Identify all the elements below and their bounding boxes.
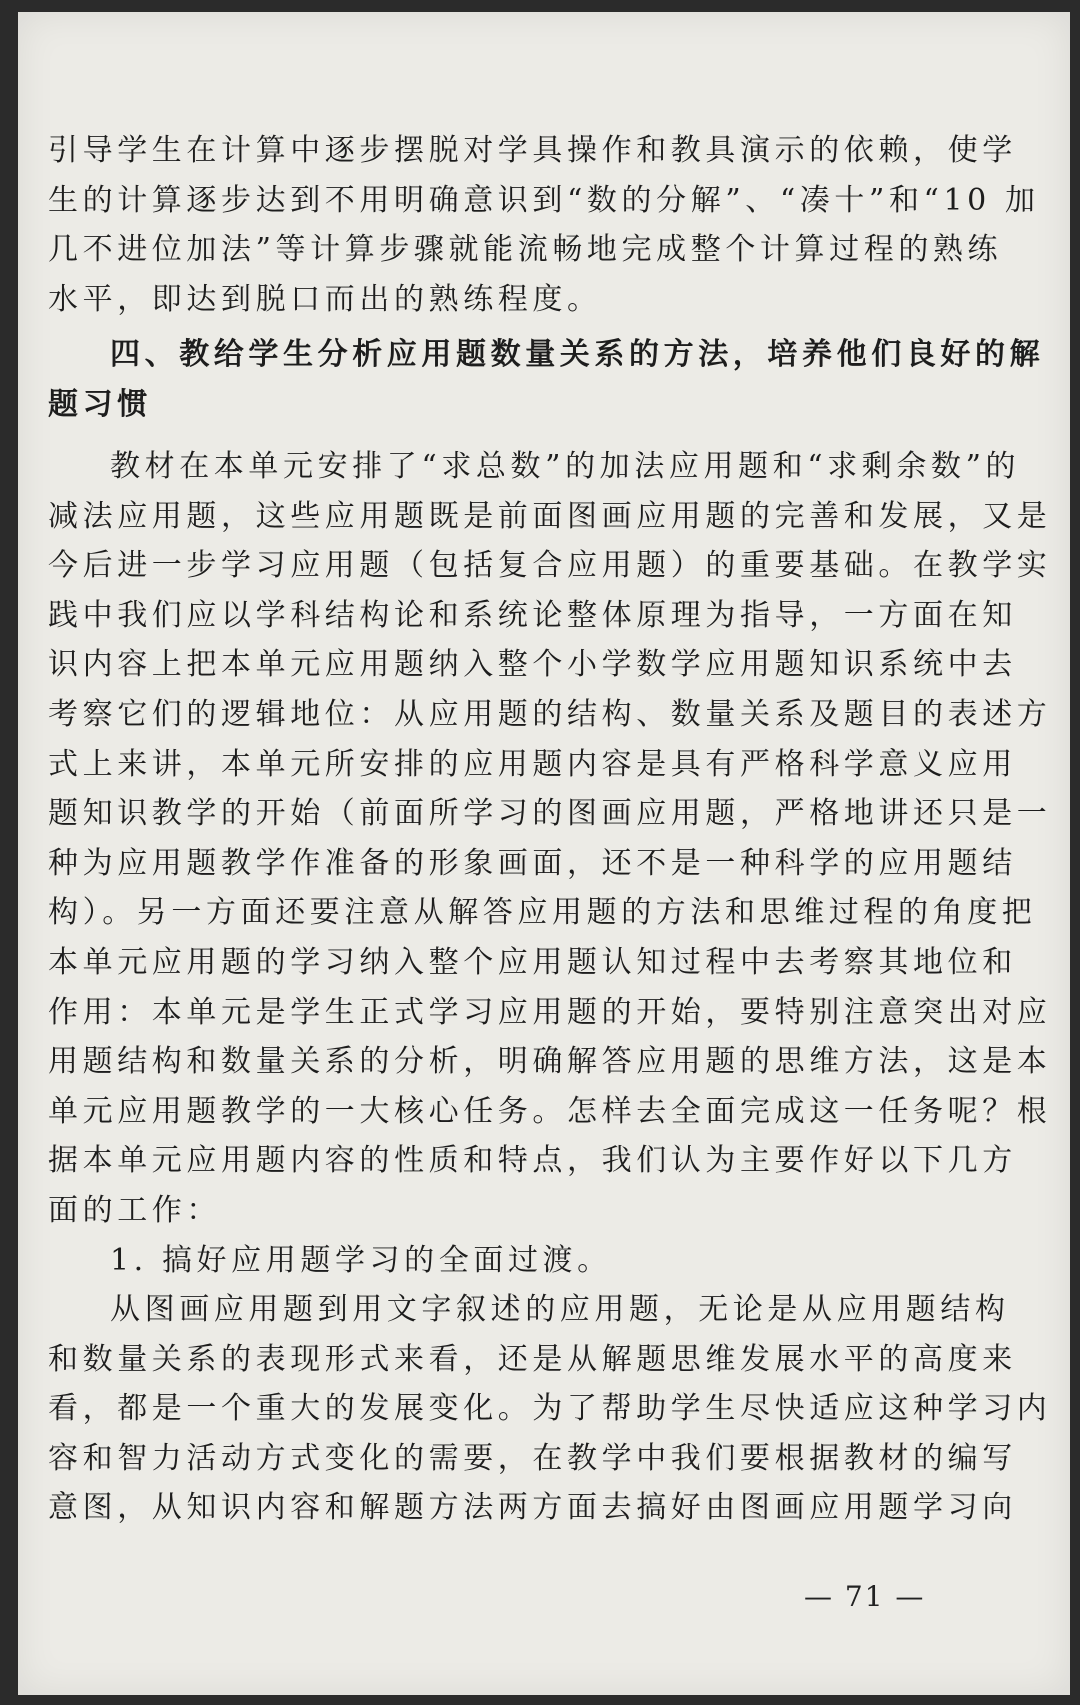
text-line: 教材在本单元安排了“求总数”的加法应用题和“求剩余数”的	[110, 449, 1021, 484]
heading-line: 题习惯	[48, 386, 152, 422]
text-line: 践中我们应以学科结构论和系统论整体原理为指导，一方面在知	[48, 597, 1017, 633]
paragraph-continued	[48, 126, 1040, 324]
text-line: 题知识教学的开始（前面所学习的图画应用题，严格地讲还只是一	[48, 796, 1052, 832]
text-line: 种为应用题教学作准备的形象画面，还不是一种科学的应用题结	[48, 845, 1017, 881]
text-line: 单元应用题教学的一大核心任务。怎样去全面完成这一任务呢？根	[48, 1093, 1052, 1129]
text-line: 水平，即达到脱口而出的熟练程度。	[48, 281, 602, 317]
text-line: 式上来讲，本单元所安排的应用题内容是具有严格科学意义应用	[48, 746, 1017, 782]
text-line: 引导学生在计算中逐步摆脱对学具操作和教具演示的依赖，使学	[48, 133, 1017, 168]
text-line: 作用：本单元是学生正式学习应用题的开始，要特别注意突出对应	[48, 994, 1052, 1030]
text-line: 据本单元应用题内容的性质和特点，我们认为主要作好以下几方	[48, 1143, 1017, 1179]
text-line: 生的计算逐步达到不用明确意识到“数的分解”、“凑十”和“10 加	[48, 182, 1040, 218]
text-line: 意图，从知识内容和解题方法两方面去搞好由图画应用题学习向	[48, 1490, 1017, 1526]
text-line: 识内容上把本单元应用题纳入整个小学数学应用题知识系统中去	[48, 647, 1017, 683]
text-line: 和数量关系的表现形式来看，还是从解题思维发展水平的高度来	[48, 1341, 1017, 1377]
text-line: 用题结构和数量关系的分析，明确解答应用题的思维方法，这是本	[48, 1044, 1052, 1080]
text-line: 面的工作：	[48, 1192, 221, 1228]
text-line: 容和智力活动方式变化的需要，在教学中我们要根据教材的编写	[48, 1440, 1017, 1476]
text-line: 构）。另一方面还要注意从解答应用题的方法和思维过程的角度把	[48, 895, 1037, 931]
section-heading	[48, 330, 1045, 429]
text-line: 今后进一步学习应用题（包括复合应用题）的重要基础。在教学实	[48, 548, 1052, 584]
text-line: 减法应用题，这些应用题既是前面图画应用题的完善和发展，又是	[48, 498, 1052, 534]
text-line: 从图画应用题到用文字叙述的应用题，无论是从应用题结构	[110, 1292, 1010, 1328]
text-line: 考察它们的逻辑地位：从应用题的结构、数量关系及题目的表述方	[48, 696, 1052, 732]
text-line: 本单元应用题的学习纳入整个应用题认知过程中去考察其地位和	[48, 944, 1017, 980]
heading-line: 四、教给学生分析应用题数量关系的方法，培养他们良好的解	[110, 337, 1045, 372]
text-line: 几不进位加法”等计算步骤就能流畅地完成整个计算过程的熟练	[48, 232, 1003, 268]
numbered-item: 1. 搞好应用题学习的全面过渡。	[110, 1242, 612, 1278]
text-line: 看，都是一个重大的发展变化。为了帮助学生尽快适应这种学习内	[48, 1391, 1052, 1427]
paragraph-main	[48, 442, 1052, 1533]
book-page	[18, 12, 1070, 1695]
page-number: — 71 —	[804, 1580, 926, 1613]
